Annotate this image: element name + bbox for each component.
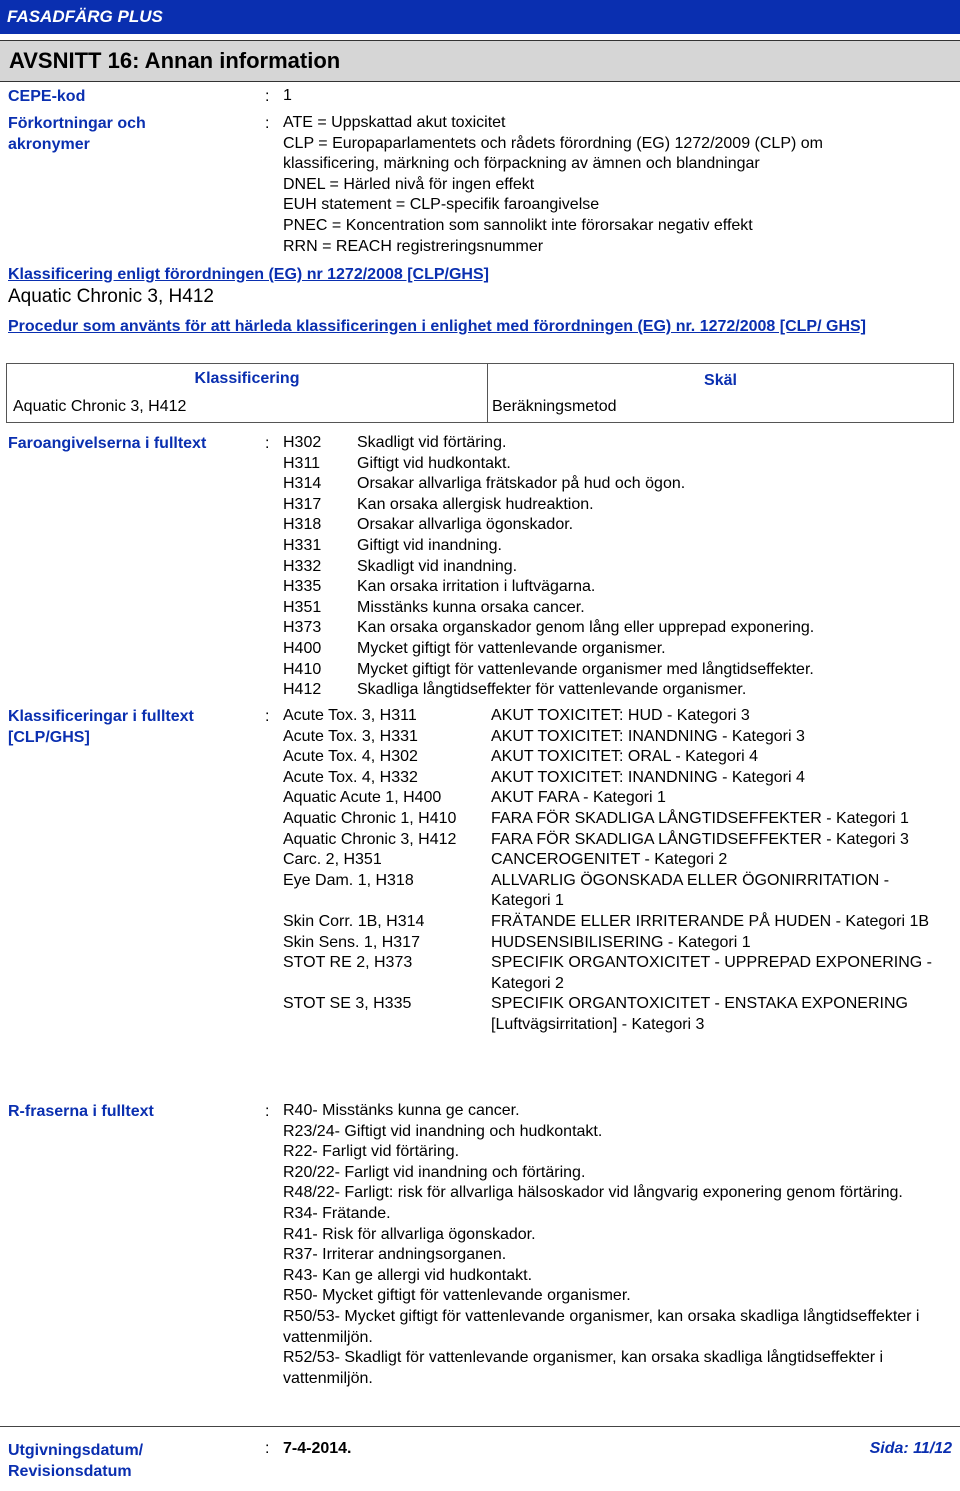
hazard-statement-row: H332 Skadligt vid inandning. — [283, 557, 518, 575]
hazard-statement-row: H351 Misstänks kunna orsaka cancer. — [283, 598, 585, 616]
colon: : — [265, 1103, 270, 1120]
colon: : — [265, 708, 270, 725]
hazard-statement-row: H302 Skadligt vid förtäring. — [283, 434, 507, 451]
hazard-statements-label: Faroangivelserna i fulltext — [8, 435, 207, 452]
abbreviations-list — [283, 113, 823, 257]
footer-divider — [0, 1426, 960, 1427]
classification-row: Skin Corr. 1B, H314 FRÄTANDE ELLER IRRITERANDE PÅ HUDEN - Kategori 1B — [283, 912, 930, 930]
footer-date: 7-4-2014. — [283, 1440, 352, 1457]
r-phrase: R48/22- Farligt: risk för allvarliga hälsoskador vid långvarig exponering genom förtäring. — [283, 1184, 903, 1202]
classification-value: Aquatic Chronic 3, H412 — [8, 286, 214, 307]
r-phrase: R20/22- Farligt vid inandning och förtäring. — [283, 1163, 586, 1181]
reason-cell-value: Beräkningsmetod — [492, 398, 617, 415]
r-phrase: R40- Misstänks kunna ge cancer. — [283, 1102, 520, 1119]
colon: : — [265, 435, 270, 452]
procedure-heading: Procedur som använts för att härleda klassificeringen i enlighet med förordningen (EG) nr. 1272/2008 [CLP/ GHS] — [8, 318, 866, 335]
abbreviation-line: EUH statement = CLP-specifik faroangivelse — [283, 196, 600, 214]
abbreviation-line: PNEC = Koncentration som sannolikt inte förorsakar negativ effekt — [283, 216, 753, 234]
classification-row: STOT SE 3, H335 SPECIFIK ORGANTOXICITET - ENSTAKA EXPONERING [Luftvägsirritation] - Kategori 3 — [283, 995, 908, 1033]
document-header: FASADFÄRG PLUS — [0, 0, 960, 34]
classification-cell — [7, 364, 488, 423]
abbreviation-line: RRN = REACH registreringsnummer — [283, 237, 544, 255]
reason-cell — [488, 364, 954, 423]
abbreviation-line: ATE = Uppskattad akut toxicitet — [283, 114, 506, 131]
classification-row: Acute Tox. 4, H302 AKUT TOXICITET: ORAL - Kategori 4 — [283, 748, 759, 766]
hazard-statement-row: H318 Orsakar allvarliga ögonskador. — [283, 516, 574, 534]
classification-table — [6, 363, 954, 423]
footer-label: Utgivningsdatum/ Revisionsdatum — [8, 1442, 144, 1480]
reason-column-header: Skäl — [704, 372, 737, 389]
classification-row: STOT RE 2, H373 SPECIFIK ORGANTOXICITET - UPPREPAD EXPONERING - Kategori 2 — [283, 954, 932, 992]
classifications-full-list — [283, 706, 953, 1036]
classification-row: Skin Sens. 1, H317 HUDSENSIBILISERING - Kategori 1 — [283, 933, 751, 951]
r-phrase: R23/24- Giftigt vid inandning och hudkontakt. — [283, 1122, 603, 1140]
hazard-statement-row: H331 Giftigt vid inandning. — [283, 536, 502, 554]
classifications-full-label: Klassificeringar i fulltext [CLP/GHS] — [8, 708, 194, 746]
hazard-statement-row: H400 Mycket giftigt för vattenlevande organismer. — [283, 639, 666, 657]
classification-column-header: Klassificering — [194, 370, 300, 387]
classification-row: Carc. 2, H351 CANCEROGENITET - Kategori 2 — [283, 851, 728, 869]
colon: : — [265, 88, 270, 105]
r-phrase: R22- Farligt vid förtäring. — [283, 1143, 460, 1161]
hazard-statement-row: H311 Giftigt vid hudkontakt. — [283, 454, 511, 472]
r-phrase: R52/53- Skadligt för vattenlevande organismer, kan orsaka skadliga långtidseffekter i vattenmiljön. — [283, 1349, 884, 1387]
r-phrase: R50- Mycket giftigt för vattenlevande organismer. — [283, 1287, 631, 1305]
r-phrase: R37- Irriterar andningsorganen. — [283, 1246, 507, 1264]
r-phrase: R41- Risk för allvarliga ögonskador. — [283, 1225, 536, 1243]
cepe-value: 1 — [283, 87, 292, 104]
hazard-statement-row: H410 Mycket giftigt för vattenlevande organismer med långtidseffekter. — [283, 660, 814, 678]
r-phrases-label: R-fraserna i fulltext — [8, 1103, 154, 1120]
hazard-statement-row: H412 Skadliga långtidseffekter för vattenlevande organismer. — [283, 681, 747, 699]
section-title: AVSNITT 16: Annan information — [0, 40, 960, 82]
classification-row: Aquatic Chronic 1, H410 FARA FÖR SKADLIGA LÅNGTIDSEFFEKTER - Kategori 1 — [283, 809, 909, 827]
classification-row: Eye Dam. 1, H318 ALLVARLIG ÖGONSKADA ELLER ÖGONIRRITATION - Kategori 1 — [283, 871, 890, 910]
r-phrase: R50/53- Mycket giftigt för vattenlevande organismer, kan orsaka skadliga långtidseffekter i vattenmiljön. — [283, 1307, 920, 1346]
abbreviation-line: klassificering, märkning och förpackning av ämnen och blandningar — [283, 155, 760, 173]
abbreviations-label: Förkortningar och akronymer — [8, 115, 146, 153]
cepe-label: CEPE-kod — [8, 88, 86, 105]
classification-row: Acute Tox. 3, H331 AKUT TOXICITET: INANDNING - Kategori 3 — [283, 727, 805, 745]
classification-row: Aquatic Chronic 3, H412 FARA FÖR SKADLIGA LÅNGTIDSEFFEKTER - Kategori 3 — [283, 830, 909, 848]
page-number: Sida: 11/12 — [869, 1440, 952, 1457]
classification-cell-value: Aquatic Chronic 3, H412 — [13, 398, 187, 415]
classification-heading: Klassificering enligt förordningen (EG) nr 1272/2008 [CLP/GHS] — [8, 266, 489, 283]
abbreviation-line: DNEL = Härled nivå för ingen effekt — [283, 175, 535, 193]
hazard-statement-row: H373 Kan orsaka organskador genom lång eller upprepad exponering. — [283, 619, 815, 637]
colon: : — [265, 1440, 270, 1457]
classification-row: Acute Tox. 4, H332 AKUT TOXICITET: INANDNING - Kategori 4 — [283, 768, 805, 786]
classification-row: Aquatic Acute 1, H400 AKUT FARA - Kategori 1 — [283, 789, 666, 807]
hazard-statement-row: H314 Orsakar allvarliga frätskador på hud och ögon. — [283, 475, 686, 493]
classification-row: Acute Tox. 3, H311 AKUT TOXICITET: HUD - Kategori 3 — [283, 707, 750, 724]
r-phrases-list — [283, 1101, 943, 1389]
colon: : — [265, 115, 270, 132]
hazard-statement-row: H317 Kan orsaka allergisk hudreaktion. — [283, 495, 594, 513]
r-phrase: R34- Frätande. — [283, 1204, 391, 1222]
r-phrase: R43- Kan ge allergi vid hudkontakt. — [283, 1266, 533, 1284]
hazard-statement-row: H335 Kan orsaka irritation i luftvägarna. — [283, 578, 596, 596]
hazard-statements-list — [283, 433, 814, 701]
abbreviation-line: CLP = Europaparlamentets och rådets förordning (EG) 1272/2009 (CLP) om — [283, 134, 823, 152]
